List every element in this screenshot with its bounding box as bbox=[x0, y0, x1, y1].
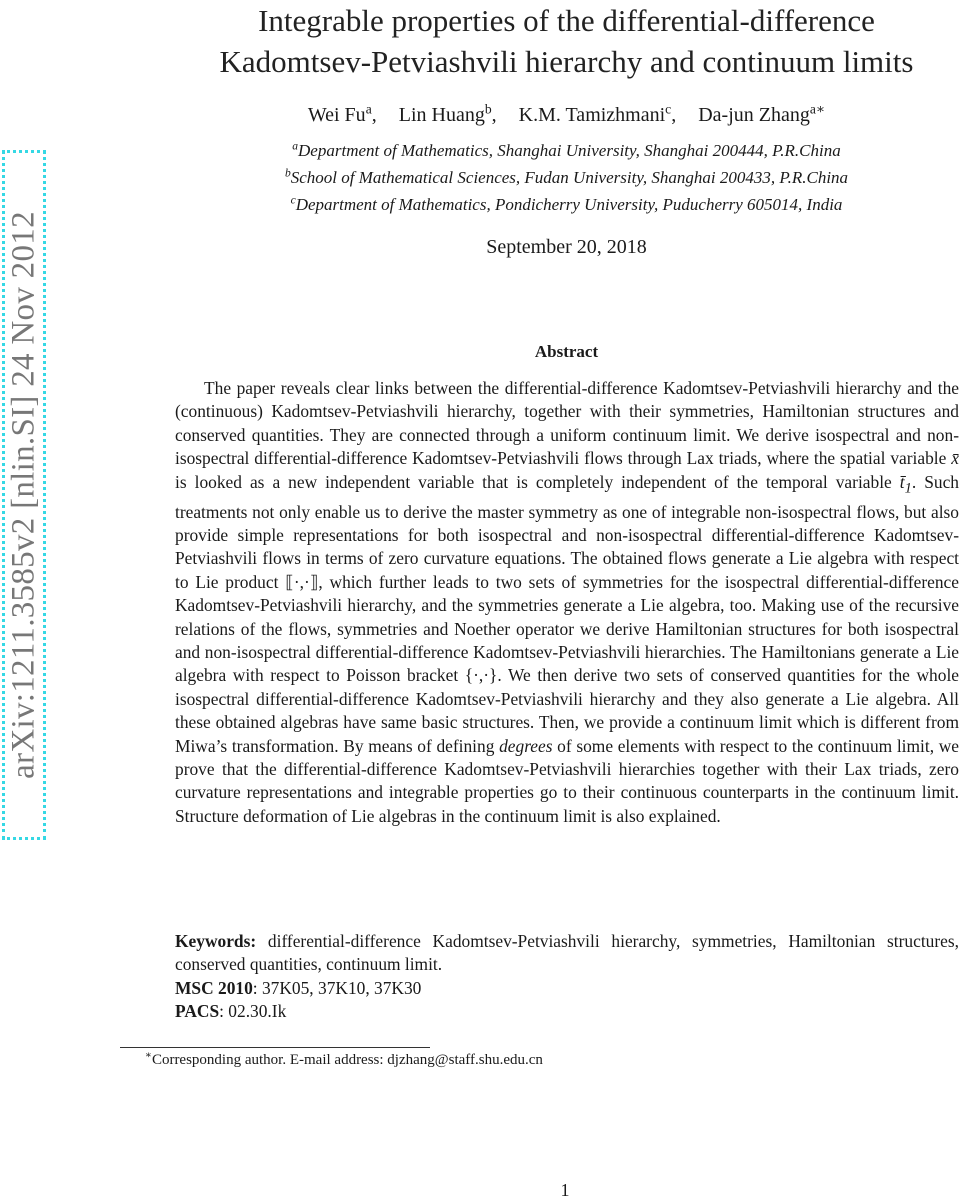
footnote: ∗Corresponding author. E-mail address: djzhang@staff.shu.edu.cn bbox=[145, 1050, 543, 1068]
author-list bbox=[150, 101, 959, 127]
abstract-heading: Abstract bbox=[534, 342, 599, 361]
paper-title bbox=[150, 0, 959, 82]
abstract-body: The paper reveals clear links between the differential-difference Kadomtsev-Petviashvili hierarchy and the (continuous) Kadomtsev-Petviashvili hierarchy, together with their symmetries, Hamiltonian structures and conserved quantities. They are connected through a uniform continuum limit. We derive isospectral and non-isospectral differential-difference Kadomtsev-Petviashvili flows through Lax triads, where the spatial variable x̄ is looked as a new independent variable that is completely independent of the temporal variable $t̄_1$. Such treatments not only enable us to derive the master symmetry as one of integrable non-isospectral flows, but also provide simple representations for both isospectral and non-isospectral differential-difference Kadomtsev-Petviashvili flows in terms of zero curvature equations. The obtained flows generate a Lie algebra with respect to Lie product ⟦·,·⟧, which further leads to two sets of symmetries for the isospectral differential-difference Kadomtsev-Petviashvili hierarchy, and the symmetries generate a Lie algebra, too. Making use of the recursive relations of the flows, symmetries and Noether operator we derive Hamiltonian structures for both isospectral and non-isospectral differential-difference Kadomtsev-Petviashvili hierarchies. The Hamiltonians generate a Lie algebra with respect to Poisson bracket {·,·}. We then derive two sets of conserved quantities for the whole isospectral differential-difference Kadomtsev-Petviashvili hierarchy and they also generate a Lie algebra. All these obtained algebras have same basic structures. Then, we provide a continuum limit which is different from Miwa’s transformation. By means of defining degrees of some elements with respect to the continuum limit, we prove that the differential-difference Kadomtsev-Petviashvili hierarchies together with their Lax triads, zero curvature representations and integrable properties go to their continuous counterparts in the continuum limit. Structure deformation of Lie algebras in the continuum limit is also explained. bbox=[175, 378, 959, 826]
keywords bbox=[175, 930, 959, 977]
author-fu: Wei Fu$^a$, bbox=[307, 101, 377, 126]
page-number: 1 bbox=[560, 1180, 570, 1200]
affiliations bbox=[150, 137, 959, 218]
author-zhang: Da-jun Zhang$^{a∗}$ bbox=[698, 101, 826, 126]
author-huang: Lin Huang$^b$, bbox=[398, 101, 497, 126]
arxiv-stamp bbox=[2, 150, 46, 840]
title-line-2: Kadomtsev-Petviashvili hierarchy and continuum limits bbox=[219, 44, 914, 79]
keywords-label: Keywords: bbox=[175, 931, 257, 951]
footnote-divider bbox=[120, 1047, 430, 1048]
math-tbar: $t̄_1$ bbox=[899, 471, 912, 497]
emphasis-degrees: degrees bbox=[499, 735, 553, 756]
paper-date: September 20, 2018 bbox=[486, 236, 647, 258]
msc-classification: MSC 2010: 37K05, 37K10, 37K30 bbox=[175, 978, 422, 998]
arxiv-identifier: arXiv:1211.3585v2 [nlin.SI] 24 Nov 2012 bbox=[5, 211, 42, 779]
pacs-classification: PACS: 02.30.Ik bbox=[175, 1001, 287, 1021]
title-line-1: Integrable properties of the differential-difference bbox=[258, 3, 875, 38]
author-tamizhmani: K.M. Tamizhmani$^c$, bbox=[518, 101, 677, 126]
affiliation-c: $^c$Department of Mathematics, Pondicherry University, Puducherry 605014, India bbox=[290, 193, 843, 214]
math-xbar: x̄ bbox=[951, 448, 959, 469]
keywords-text: differential-difference Kadomtsev-Petviashvili hierarchy, symmetries, Hamiltonian structures, conserved quantities, continuum limit. bbox=[175, 931, 959, 975]
affiliation-a: $^a$Department of Mathematics, Shanghai University, Shanghai 200444, P.R.China bbox=[292, 139, 841, 160]
affiliation-b: $^b$School of Mathematical Sciences, Fudan University, Shanghai 200433, P.R.China bbox=[284, 166, 849, 187]
